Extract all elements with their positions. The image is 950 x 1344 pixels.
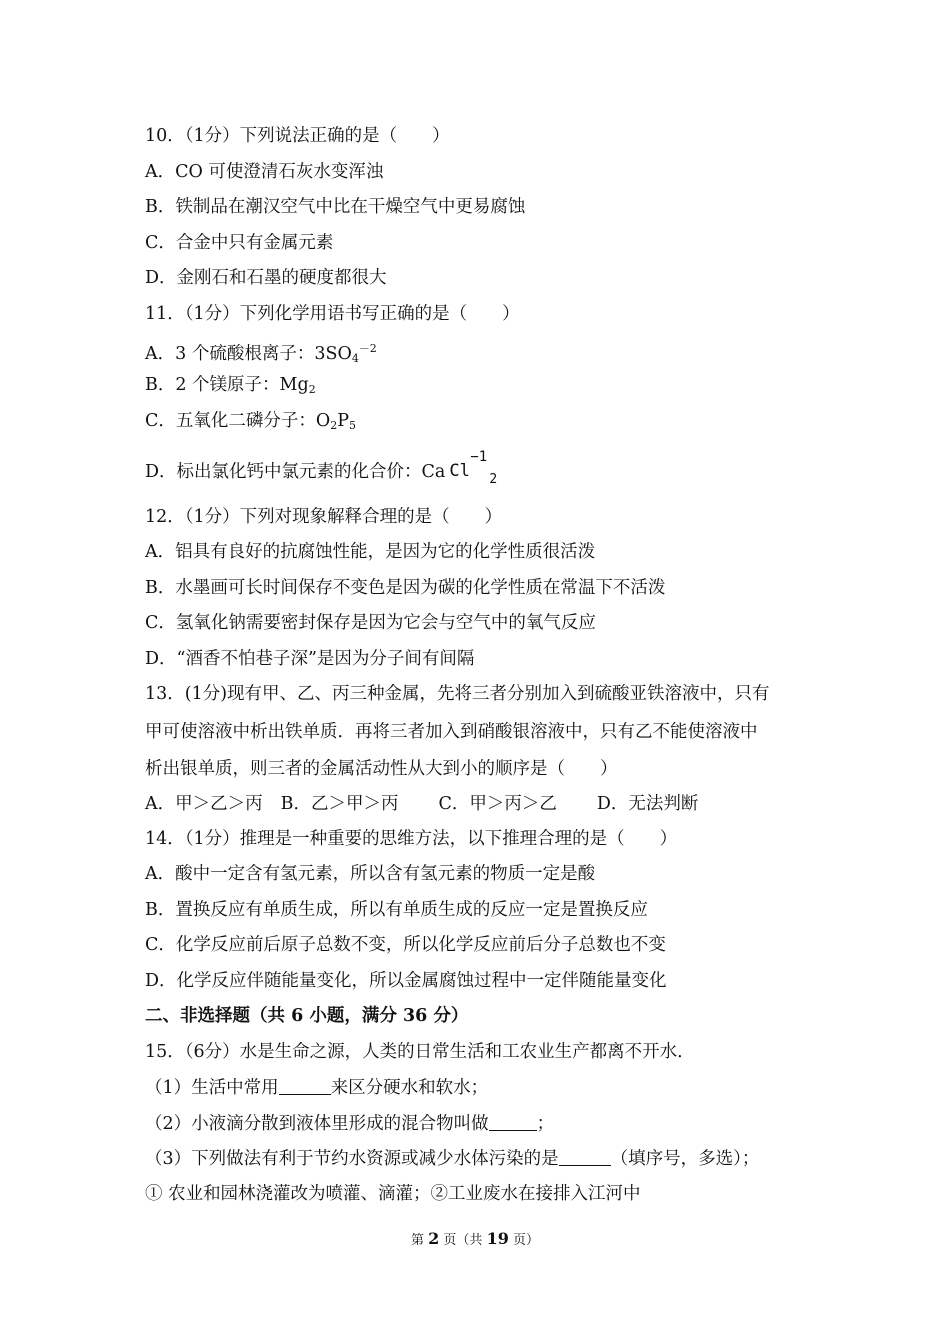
q11-a-superscript: －2 (358, 342, 377, 355)
q10-option-c: C．合金中只有金属元素 (145, 233, 334, 253)
q14-option-b: B．置换反应有单质生成，所以有单质生成的反应一定是置换反应 (145, 900, 648, 920)
q13-option-d: D．无法判断 (596, 794, 699, 814)
valence-subscript: 2 (489, 472, 498, 487)
q12-option-d: D．“酒香不怕巷子深”是因为分子间有间隔 (145, 649, 475, 669)
q10-option-d: D．金刚石和石墨的硬度都很大 (145, 268, 387, 288)
q15-part-3 (145, 1147, 759, 1171)
q14-option-c: C．化学反应前后原子总数不变，所以化学反应前后分子总数也不变 (145, 935, 666, 955)
q15-part-2 (145, 1112, 554, 1136)
q15-p2-before: （2）小液滴分散到液体里形成的混合物叫做 (145, 1114, 489, 1134)
q11-a-subscript: 4 (351, 352, 359, 365)
q11-option-b (145, 373, 316, 402)
footer-prefix: 第 (411, 1233, 429, 1248)
q12-option-b: B．水墨画可长时间保存不变色是因为碳的化学性质在常温下不活泼 (145, 578, 666, 598)
q11-c-text: C．五氧化二磷分子：O (145, 411, 331, 431)
footer-page-number: 2 (428, 1229, 440, 1248)
q11-d-text: D．标出氯化钙中氯元素的化合价：Ca (145, 462, 446, 482)
q13-stem-line-2: 甲可使溶液中析出铁单质．再将三者加入到硝酸银溶液中，只有乙不能使溶液中 (145, 722, 758, 742)
q10-stem: 10．（1分）下列说法正确的是（ ） (145, 126, 450, 146)
q15-p3-before: （3）下列做法有利于节约水资源或减少水体污染的是 (145, 1149, 559, 1169)
q11-c-mid: P (337, 411, 350, 431)
page-footer (0, 1229, 950, 1251)
answer-blank-3[interactable] (559, 1147, 611, 1166)
q15-p3-after: （填序号，多选）； (610, 1149, 760, 1169)
q10-option-a: A．CO 可使澄清石灰水变浑浊 (145, 162, 384, 182)
q14-option-d: D．化学反应伴随能量变化，所以金属腐蚀过程中一定伴随能量变化 (145, 971, 667, 991)
valence-formula (445, 449, 498, 487)
valence-mark: −1 (470, 449, 488, 465)
q13-option-b: B．乙＞甲＞丙 (280, 794, 399, 814)
q13-option-a: A．甲＞乙＞丙 (145, 794, 263, 814)
q11-c-subscript-2: 5 (349, 419, 357, 432)
q12-option-a: A．铝具有良好的抗腐蚀性能，是因为它的化学性质很活泼 (145, 542, 596, 562)
q11-b-subscript: 2 (308, 383, 316, 396)
footer-middle: 页（共 (439, 1233, 487, 1248)
answer-blank-1[interactable] (279, 1076, 331, 1095)
q13-stem-line-1: 13．(1分)现有甲、乙、丙三种金属，先将三者分别加入到硫酸亚铁溶液中，只有 (145, 684, 770, 704)
footer-suffix: 页） (508, 1233, 539, 1248)
valence-element: Cl (449, 461, 470, 481)
q13-options-row (145, 792, 698, 816)
q13-stem-line-3: 析出银单质，则三者的金属活动性从大到小的顺序是（ ） (145, 759, 618, 779)
q12-option-c: C．氢氧化钠需要密封保存是因为它会与空气中的氧气反应 (145, 613, 596, 633)
q11-option-a (145, 337, 377, 371)
answer-blank-2[interactable] (489, 1112, 537, 1131)
q15-part-3-items: ① 农业和园林浇灌改为喷灌、滴灌；②工业废水在接排入江河中 (145, 1184, 641, 1204)
q11-b-text: B．2 个镁原子：Mg (145, 375, 309, 395)
q15-p1-before: （1）生活中常用 (145, 1078, 279, 1098)
q10-option-b: B．铁制品在潮汉空气中比在干燥空气中更易腐蚀 (145, 197, 526, 217)
q14-stem: 14．（1分）推理是一种重要的思维方法，以下推理合理的是（ ） (145, 829, 678, 849)
q15-p2-after: ； (536, 1114, 555, 1134)
q11-c-subscript-1: 2 (330, 419, 338, 432)
q11-option-c (145, 409, 356, 438)
q12-stem: 12．（1分）下列对现象解释合理的是（ ） (145, 507, 503, 527)
q15-part-1 (145, 1076, 488, 1100)
q15-stem: 15．（6分）水是生命之源，人类的日常生活和工农业生产都离不开水． (145, 1042, 695, 1062)
q14-option-a: A．酸中一定含有氢元素，所以含有氢元素的物质一定是酸 (145, 864, 596, 884)
q11-a-text: A．3 个硫酸根离子：3SO (145, 344, 352, 364)
q11-option-d (145, 449, 498, 487)
q11-stem: 11．（1分）下列化学用语书写正确的是（ ） (145, 304, 520, 324)
q15-p1-after: 来区分硬水和软水； (330, 1078, 489, 1098)
section-heading: 二、非选择题（共 6 小题，满分 36 分） (145, 1006, 469, 1026)
footer-total-pages: 19 (486, 1229, 509, 1248)
q13-option-c: C．甲＞丙＞乙 (438, 794, 557, 814)
